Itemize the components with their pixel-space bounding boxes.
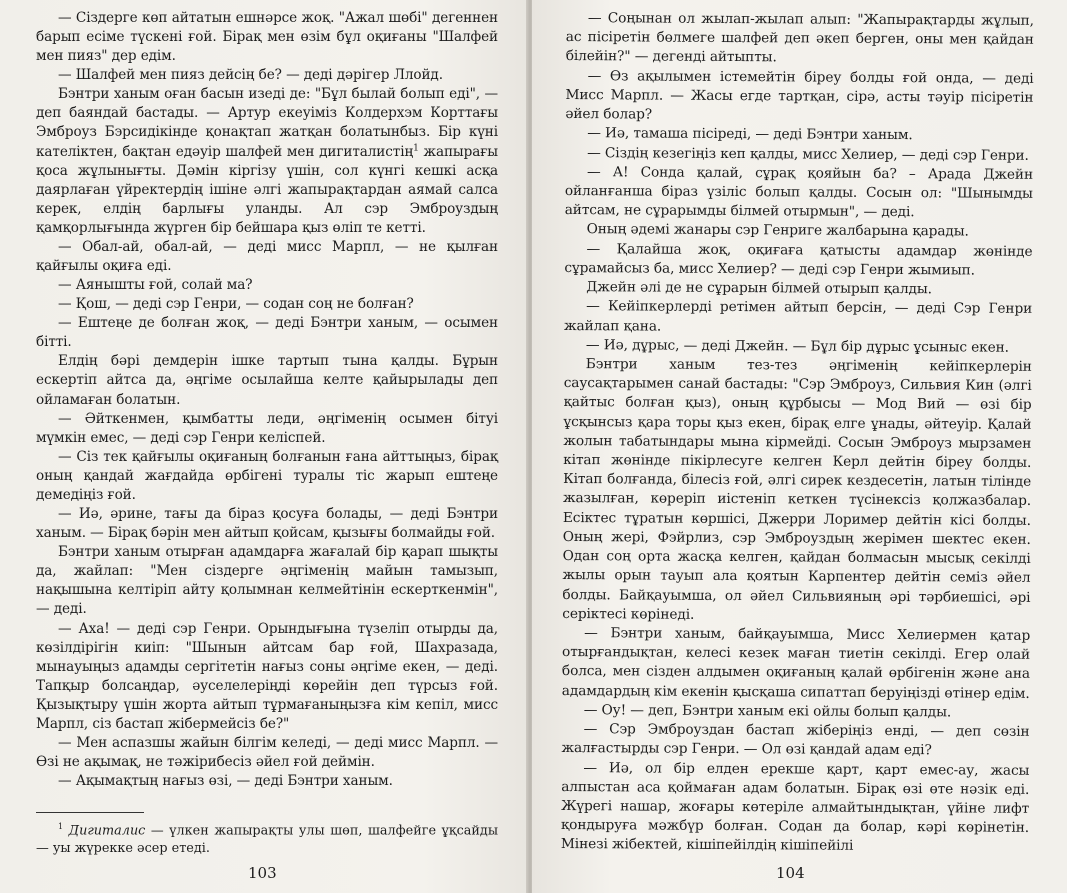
paragraph: — Кейіпкерлерді ретімен айтып берсін, — деді Сэр Генри жайлап қана. xyxy=(564,298,1033,335)
paragraph: Бэнтри ханым тез-тез әңгіменің кейіпкерлерін саусақтарымен санай бастады: "Сэр Эмброуз, Сильвия Кин (әлгі қайтыс болған қыз), оның құрбысы — Мод Вий — өзі бір ұсқынсыз қара торы қыз екен, бірақ елге ұнады, әйтеуір. Қалай жолын табатындары мына кірмейді. Сосын Эмброуз мырзамен кітап жөнінде пікірлесуге келген Керл дейтін біреу болды. Кітап болғанда, білесіз ғой, әлгі сирек кездесетін, латын тілінде жазылған, көреріп иістеніп кеткен түсінексіз қолжазбалар. Есіктес тұратын көршісі, Джерри Лоример дейтін кісі болды. Оның жері, Фэйрлиз, сэр Эмброуздың жерімен шектес екен. Одан соң орта жасқа келген, қайдан болмасын мысық секілді жылы орын тауып ала қоятын Карпентер дейтін семіз әйел болды. Байқауымша, ол әйел Сильвияның әрі тәрбиешісі, әрі серіктесі көрінеді. xyxy=(562,356,1032,623)
footnote-term: Дигиталис xyxy=(68,823,146,839)
paragraph: Джейн әлі де не сұрарын білмей отырып қалды. xyxy=(586,279,932,298)
paragraph: — Ақымақтың нағыз өзі, — деді Бэнтри ханым. xyxy=(58,773,393,790)
paragraph: — Бэнтри ханым, байқауымша, Мисс Хелиермен қатар отырғандықтан, келесі кезек маған тиетін секілді. Егер олай болса, мен сізден алдымен оқиғаның қалай өрбігенін және ана адамдардың кім екенін қысқаша сипаттап беруіңізді өтінер едім. xyxy=(561,625,1031,702)
paragraph: — Иә, әрине, тағы да біраз қосуға болады, — деді Бэнтри ханым. — Бірақ бәрін мен айтып қойсам, қызығы болмайды ғой. xyxy=(36,506,498,542)
paragraph: Елдің бәрі демдерін ішке тартып тына қалды. Бұрын ескертіп айтса да, әңгіме осылайша келте қайырылады деп ойламаған болатын. xyxy=(36,353,498,408)
paragraph: — Сіздің кезегіңіз кеп қалды, мисс Хелиер, — деді сэр Генри. xyxy=(587,144,1029,164)
paragraph: — Өз ақылымен істемейтін біреу болды ғой онда, — деді Мисс Марпл. — Жасы егде тартқан, сірә, асты тәуір пісіретін әйел болар? xyxy=(565,67,1034,123)
paragraph: — Иә, ол бір елден ерекше қарт, қарт емес-ау, жасы алпыстан аса қоймаған адам болатын. Бірақ өзі өте нәзік еді. Жүрегі нашар, жоғары көтеріле алмайтындықтан, үйіне лифт қондыруға мәжбүр болған. Содан да болар, кәрі көрінетін. Мінезі жібектей, кішіпейілдің кішіпейілі xyxy=(560,759,1030,855)
paragraph: Бэнтри ханым отырған адамдарға жағалай бір қарап шықты да, жайлап: "Мен сіздерге әңгіменің майын тамызып, нақышына келтіріп айту қолымнан келмейтінін ескерткенмін", — деді. xyxy=(36,544,498,618)
footnote-definition: — үлкен жапырақты улы шөп, шалфейге ұқсайды — уы жүрекке әсер етеді. xyxy=(36,823,498,857)
page-number-left: 103 xyxy=(248,864,277,882)
footnote-number: 1 xyxy=(58,822,64,831)
paragraph: — А! Сонда қалай, сұрақ қояйын ба? – Арада Джейн ойланғанша біраз үзіліс болып қалды. Сосын ол: "Шынымды айтсам, не сұрарымды білмей отырмын", — деді. xyxy=(564,163,1034,221)
footnote-text xyxy=(36,818,498,858)
page-number-right: 104 xyxy=(776,864,805,882)
paragraph: Оның әдемі жанары сэр Генриге жалбарына қарады. xyxy=(586,221,969,240)
paragraph: — Ештеңе де болған жоқ, — деді Бэнтри ханым, — осымен бітті. xyxy=(36,315,498,351)
paragraph: — Сіздерге көп айтатын ешнәрсе жоқ. "Ажал шөбі" дегеннен барып есіме түскені ғой. Бірақ мен өзім бұл оқиғаны "Шалфей мен пияз" дер едім. xyxy=(36,10,498,65)
paragraph: — Аха! — деді сэр Генри. Орындығына түзеліп отырды да, көзілдірігін киіп: "Шынын айтсам бар ғой, Шахразада, мынауыңыз адамды сергітетін нағыз соны әңгіме екен, — деді. Тапқыр болсаңдар, әуселелеріңді көрейін деп түрсыз ғой. Қызықтыру үшін жорта айтып тұрмағаныңызға кім кепіл, мисс Марпл, сіз бастап жібермейсіз бе?" xyxy=(36,620,498,732)
paragraph: — Мен аспазшы жайын білгім келеді, — деді мисс Марпл. — Өзі не ақымақ, не тәжірибесіз әйел ғой деймін. xyxy=(36,734,498,771)
paragraph: — Әйткенмен, қымбатты леди, әңгіменің осымен бітуі мүмкін емес, — деді сэр Генри келіспей. xyxy=(36,410,498,446)
paragraph: — Обал-ай, обал-ай, — деді мисс Марпл, — не қылған қайғылы оқиға еді. xyxy=(36,238,498,275)
footnote-reference: 1 xyxy=(413,143,419,154)
paragraph-text: жапырағы қоса жұлынығты. Дәмін кіргізу үшін, сол күнгі кешкі асқа даярлаған үйректердің ішіне әлгі жапырақтардан аямай салса керек, елдің барлығы уланды. Ал сэр Эмброуздың қамқорлығында жүрген бір бейшара қыз өліп те кетті. xyxy=(36,143,498,236)
paragraph: — Аянышты ғой, солай ма? xyxy=(58,277,253,294)
right-page xyxy=(532,0,1067,893)
left-page-text xyxy=(36,9,498,791)
paragraph: — Сіз тек қайғылы оқиғаның болғанын ғана айттыңыз, бірақ оның қандай жағдайда өрбігені туралы тіс жарып ештеңе демедіңіз ғой. xyxy=(36,448,498,503)
paragraph-text: Бэнтри ханым оған басын изеді де: "Бұл былай болып еді", — деп баяндай бастады. — Артур екеуіміз Колдерхэм Корттағы Эмброуз Бэрсидікінде қонақтап жатқан болатынбыз. Бір күні кателіктен, бақтан едәуір шалфей мен дигиталистің xyxy=(36,86,498,160)
paragraph: — Оу! — деп, Бэнтри ханым екі ойлы болып қалды. xyxy=(583,701,952,721)
paragraph: — Қош, — деді сэр Генри, — содан соң не болған? xyxy=(58,296,414,313)
footnote xyxy=(36,818,498,858)
left-page xyxy=(0,0,528,893)
paragraph: — Соңынан ол жылап-жылап алып: "Жапырақтарды жұлып, ас пісіретін бөлмеге шалфей деп әкеп берген, оны мен қайдан білейін?" — дегенді айтыпты. xyxy=(565,10,1034,66)
footnote-divider xyxy=(36,812,144,813)
paragraph: — Иә, дұрыс, — деді Джейн. — Бұл бір дұрыс ұсыныс екен. xyxy=(585,336,1009,356)
paragraph: — Қалайша жоқ, оқиғаға қатысты адамдар жөнінде сұрамайсыз ба, мисс Хелиер? — деді сэр Генри жымиып. xyxy=(564,240,1033,279)
right-page-text xyxy=(561,9,1034,857)
paragraph: — Шалфей мен пияз дейсің бе? — деді дәрігер Ллойд. xyxy=(58,67,443,84)
paragraph: — Сэр Эмброуздан бастап жіберіңіз енді, — деп сөзін жалғастырды сэр Генри. — Ол өзі қандай адам еді? xyxy=(561,721,1030,759)
paragraph: — Иә, тамаша пісіреді, — деді Бэнтри ханым. xyxy=(587,125,913,144)
paragraph xyxy=(36,85,498,238)
